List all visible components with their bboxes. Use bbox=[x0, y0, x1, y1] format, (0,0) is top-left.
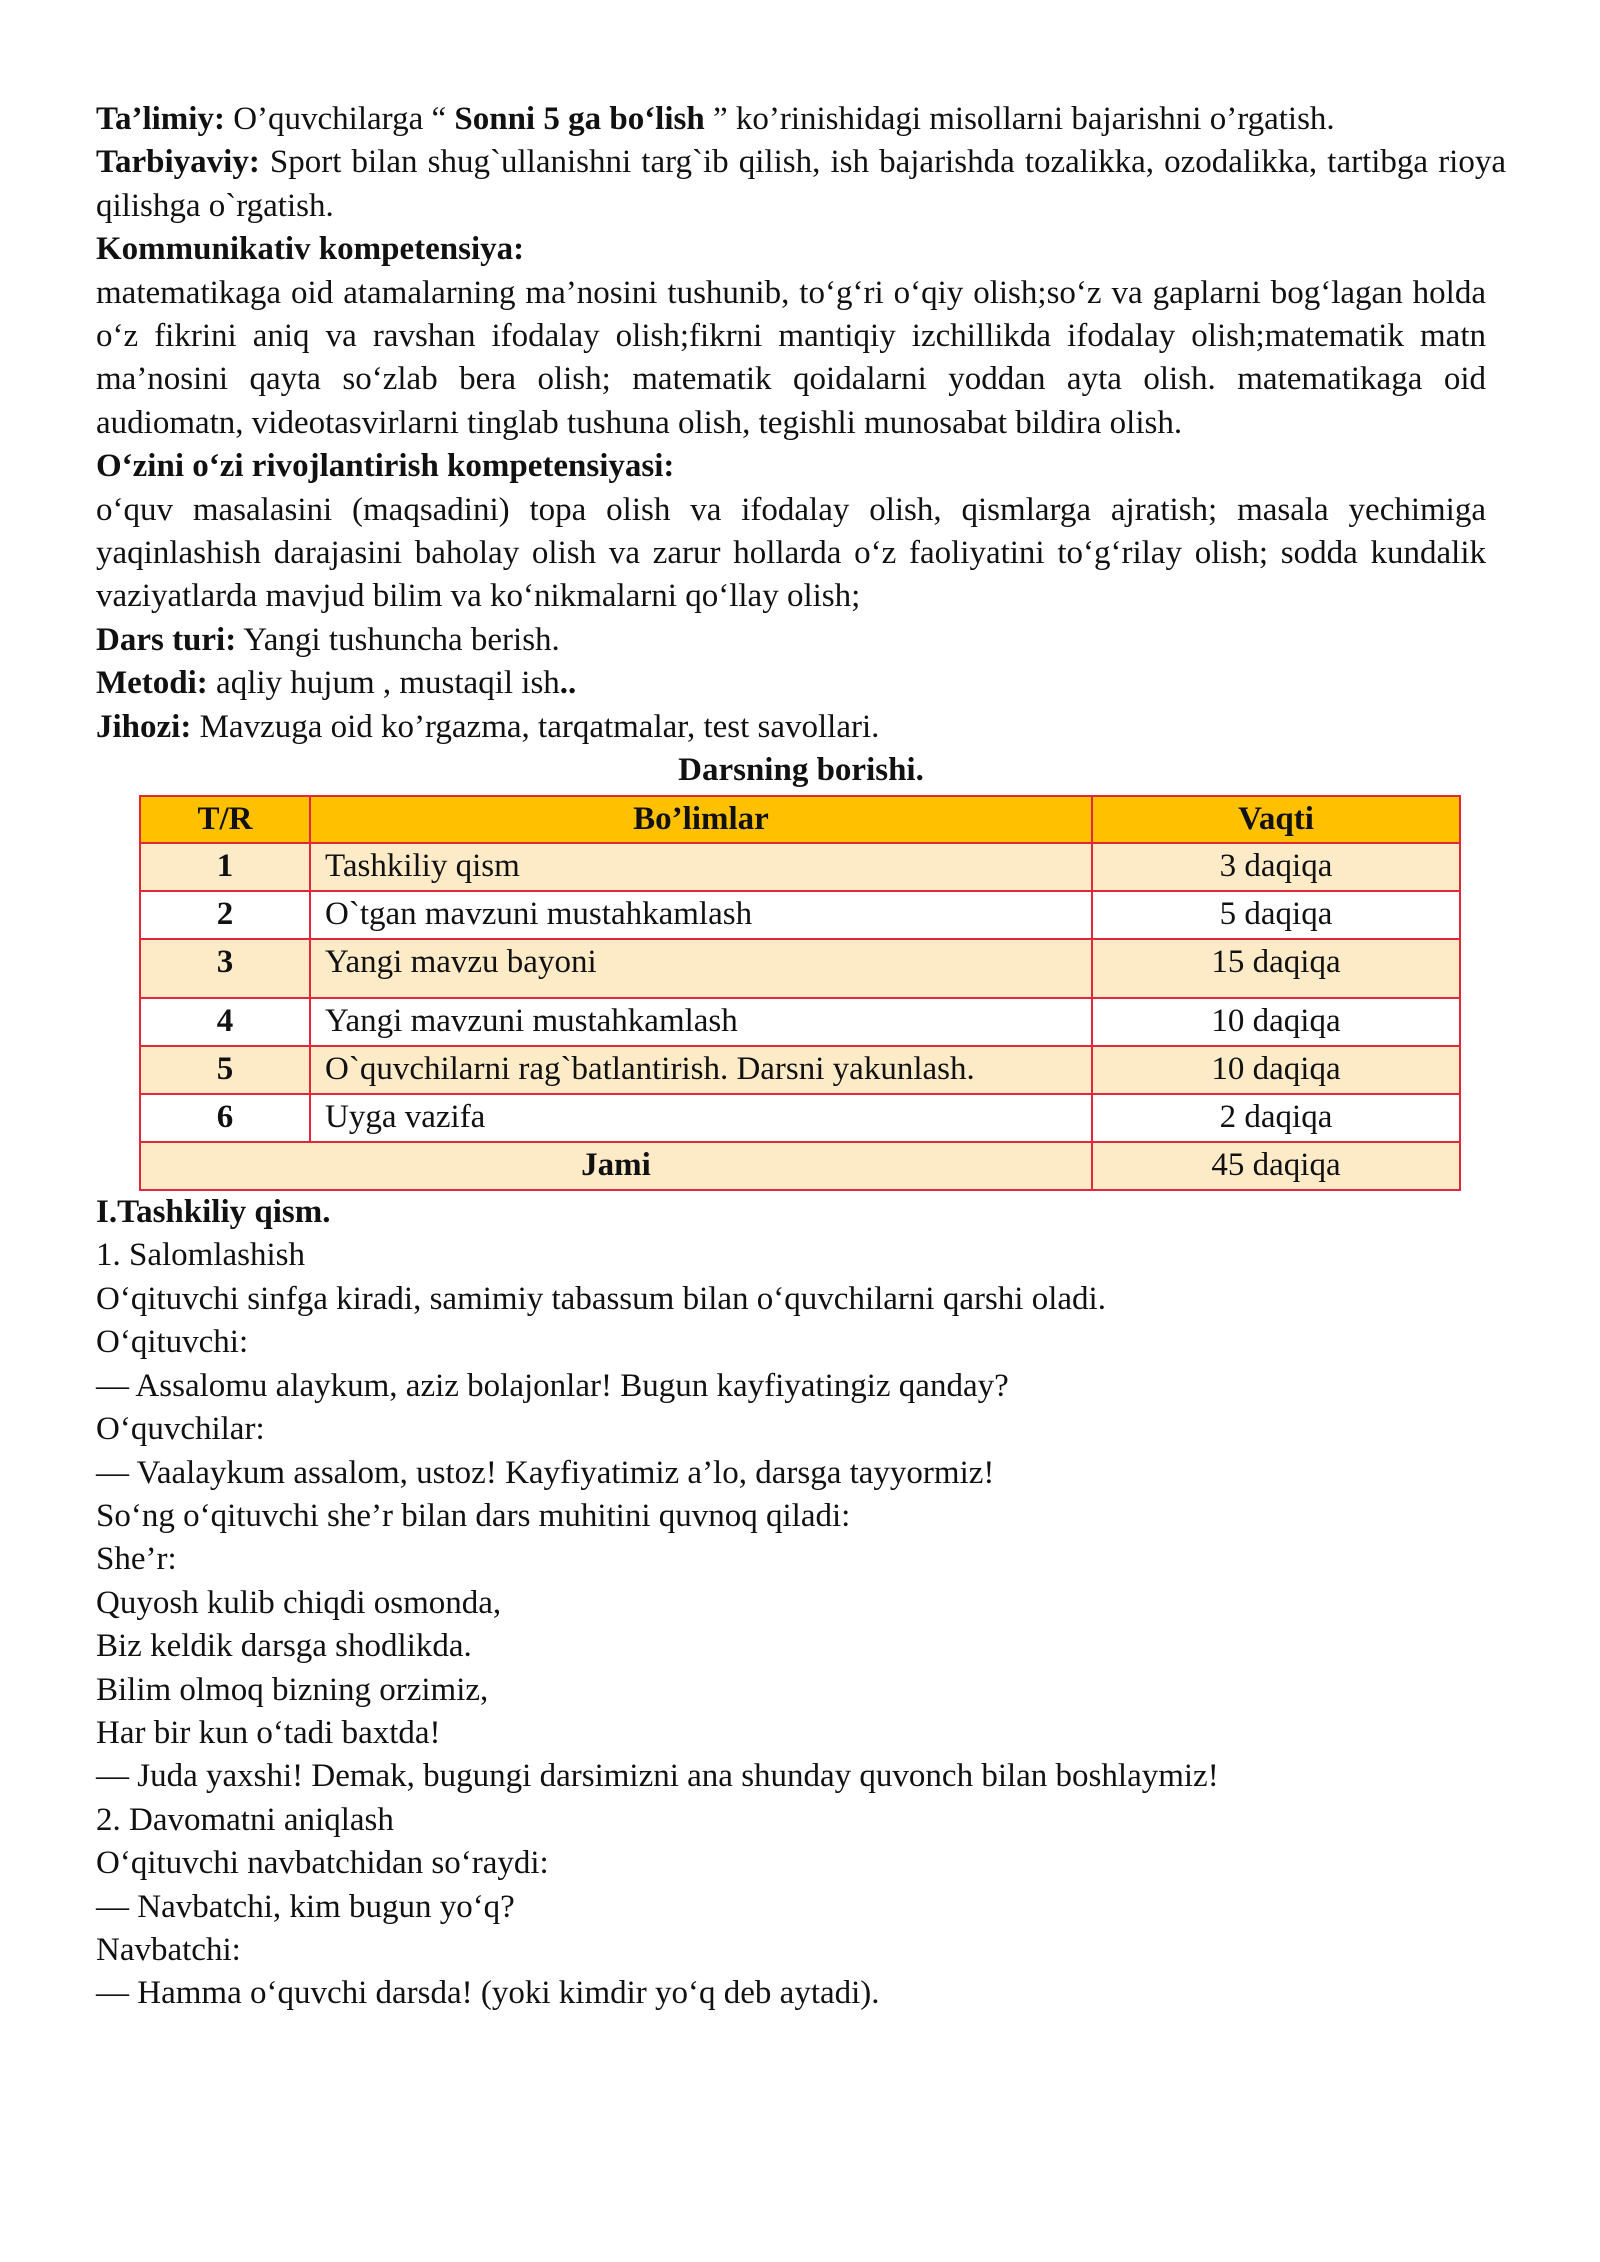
row-number: 2 bbox=[140, 891, 310, 939]
poem-line: Bilim olmoq bizning orzimiz, bbox=[96, 1671, 489, 1708]
lesson-line: O‘qituvchi: bbox=[96, 1324, 249, 1361]
jihozi-line bbox=[96, 706, 1506, 749]
lesson-line: O‘qituvchi navbatchidan so‘raydi: bbox=[96, 1845, 549, 1882]
lesson-line: — Navbatchi, kim bugun yo‘q? bbox=[96, 1888, 515, 1925]
lesson-line: 2. Davomatni aniqlash bbox=[96, 1801, 394, 1838]
dars-turi-line bbox=[96, 619, 1506, 662]
lesson-line: She’r: bbox=[96, 1541, 177, 1578]
ozini-text: o‘quv masalasini (maqsadini) topa olish va ifodalay olish, qismlarga ajratish; masala yechimiga yaqinlashish darajasini baholay olish va zarur hollarda o‘z faoliyatini to‘g‘rilay olish; sodda kundalik vaziyatlarda mavjud bilim va ko‘nikmalarni qo‘llay olish; bbox=[96, 491, 1486, 615]
dars-turi-label: Dars turi: bbox=[96, 621, 237, 658]
talimiy-text-b: ” ko’rinishidagi misollarni bajarishni o’rgatish. bbox=[704, 101, 1335, 137]
row-time: 5 daqiqa bbox=[1092, 891, 1460, 939]
ozini-heading: O‘zini o‘zi rivojlantirish kompetensiyasi: bbox=[96, 448, 675, 485]
talimiy-topic: Sonni 5 ga bo‘lish bbox=[454, 101, 705, 137]
lesson-line: — Juda yaxshi! Demak, bugungi darsimizni ana shunday quvonch bilan boshlaymiz! bbox=[96, 1758, 1219, 1795]
lesson-line: 1. Salomlashish bbox=[96, 1237, 306, 1274]
metodi-end: .. bbox=[559, 665, 577, 702]
komm-text: matematikaga oid atamalarning ma’nosini tushunib, to‘g‘ri o‘qiy olish;so‘z va gaplarni bog‘lagan holda o‘z fikrini aniq va ravshan ifodalay olish;fikrni mantiqiy izchillikda ifodalay olish;matematik matn ma’nosini qayta so‘zlab bera olish; matematik qoidalarni yoddan ayta olish. matematikaga oid audiomatn, videotasvirlarni tinglab tushuna olish, tegishli munosabat bildira olish. bbox=[96, 274, 1486, 441]
document-page bbox=[96, 98, 1506, 2016]
lesson-line: — Hamma o‘quvchi darsda! (yoki kimdir yo‘q deb aytadi). bbox=[96, 1975, 880, 2012]
row-section: Yangi mavzu bayoni bbox=[310, 939, 1092, 998]
row-number: 4 bbox=[140, 998, 310, 1046]
lesson-line: O‘quvchilar: bbox=[96, 1411, 265, 1448]
lesson-plan-table bbox=[139, 795, 1461, 1192]
row-section: O`quvchilarni rag`batlantirish. Darsni yakunlash. bbox=[310, 1046, 1092, 1094]
row-time: 10 daqiqa bbox=[1092, 998, 1460, 1046]
poem-line: Biz keldik darsga shodlikda. bbox=[96, 1628, 472, 1665]
metodi-text: aqliy hujum , mustaqil ish bbox=[207, 665, 560, 702]
row-number: 6 bbox=[140, 1094, 310, 1142]
metodi-line bbox=[96, 662, 1506, 705]
header-sections: Bo’limlar bbox=[310, 796, 1092, 844]
table-row bbox=[140, 891, 1460, 939]
table-header-row bbox=[140, 796, 1460, 844]
table-row bbox=[140, 843, 1460, 891]
poem-line: Quyosh kulib chiqdi osmonda, bbox=[96, 1584, 502, 1621]
section-heading: I.Tashkiliy qism. bbox=[96, 1194, 331, 1231]
total-time: 45 daqiqa bbox=[1092, 1142, 1460, 1190]
lesson-line: — Vaalaykum assalom, ustoz! Kayfiyatimiz a’lo, darsga tayyormiz! bbox=[96, 1454, 995, 1491]
row-section: Uyga vazifa bbox=[310, 1094, 1092, 1142]
total-label: Jami bbox=[140, 1142, 1092, 1190]
jihozi-text: Mavzuga oid ko’rgazma, tarqatmalar, test savollari. bbox=[191, 708, 880, 745]
dars-turi-text: Yangi tushuncha berish. bbox=[236, 621, 560, 658]
lesson-line: O‘qituvchi sinfga kiradi, samimiy tabassum bilan o‘quvchilarni qarshi oladi. bbox=[96, 1280, 1106, 1317]
row-section: Yangi mavzuni mustahkamlash bbox=[310, 998, 1092, 1046]
plan-title: Darsning borishi. bbox=[678, 752, 924, 789]
tarbiyaviy-paragraph bbox=[96, 141, 1506, 228]
jihozi-label: Jihozi: bbox=[96, 708, 192, 745]
row-time: 2 daqiqa bbox=[1092, 1094, 1460, 1142]
lesson-line: — Assalomu alaykum, aziz bolajonlar! Bugun kayfiyatingiz qanday? bbox=[96, 1367, 1009, 1404]
row-number: 3 bbox=[140, 939, 310, 998]
header-time: Vaqti bbox=[1092, 796, 1460, 844]
row-number: 1 bbox=[140, 843, 310, 891]
tarbiyaviy-label: Tarbiyaviy: bbox=[96, 144, 260, 181]
talimiy-paragraph bbox=[96, 98, 1486, 141]
row-number: 5 bbox=[140, 1046, 310, 1094]
row-time: 10 daqiqa bbox=[1092, 1046, 1460, 1094]
lesson-line: Navbatchi: bbox=[96, 1931, 241, 1968]
row-time: 15 daqiqa bbox=[1092, 939, 1460, 998]
komm-heading: Kommunikativ kompetensiya: bbox=[96, 231, 525, 268]
table-row bbox=[140, 998, 1460, 1046]
table-row bbox=[140, 1094, 1460, 1142]
lesson-line: So‘ng o‘qituvchi she’r bilan dars muhitini quvnoq qiladi: bbox=[96, 1497, 851, 1534]
tarbiyaviy-text: Sport bilan shug`ullanishni targ`ib qilish, ish bajarishda tozalikka, ozodalikka, tartibga rioya qilishga o`rgatish. bbox=[96, 144, 1506, 224]
talimiy-text-a: O’quvchilarga “ bbox=[233, 101, 455, 137]
table-total-row bbox=[140, 1142, 1460, 1190]
table-row bbox=[140, 1046, 1460, 1094]
poem-line: Har bir kun o‘tadi baxtda! bbox=[96, 1714, 441, 1751]
metodi-label: Metodi: bbox=[96, 665, 208, 702]
talimiy-label: Ta’limiy: bbox=[96, 101, 225, 137]
header-tr: T/R bbox=[140, 796, 310, 844]
row-section: Tashkiliy qism bbox=[310, 843, 1092, 891]
row-time: 3 daqiqa bbox=[1092, 843, 1460, 891]
table-row bbox=[140, 939, 1460, 998]
row-section: O`tgan mavzuni mustahkamlash bbox=[310, 891, 1092, 939]
